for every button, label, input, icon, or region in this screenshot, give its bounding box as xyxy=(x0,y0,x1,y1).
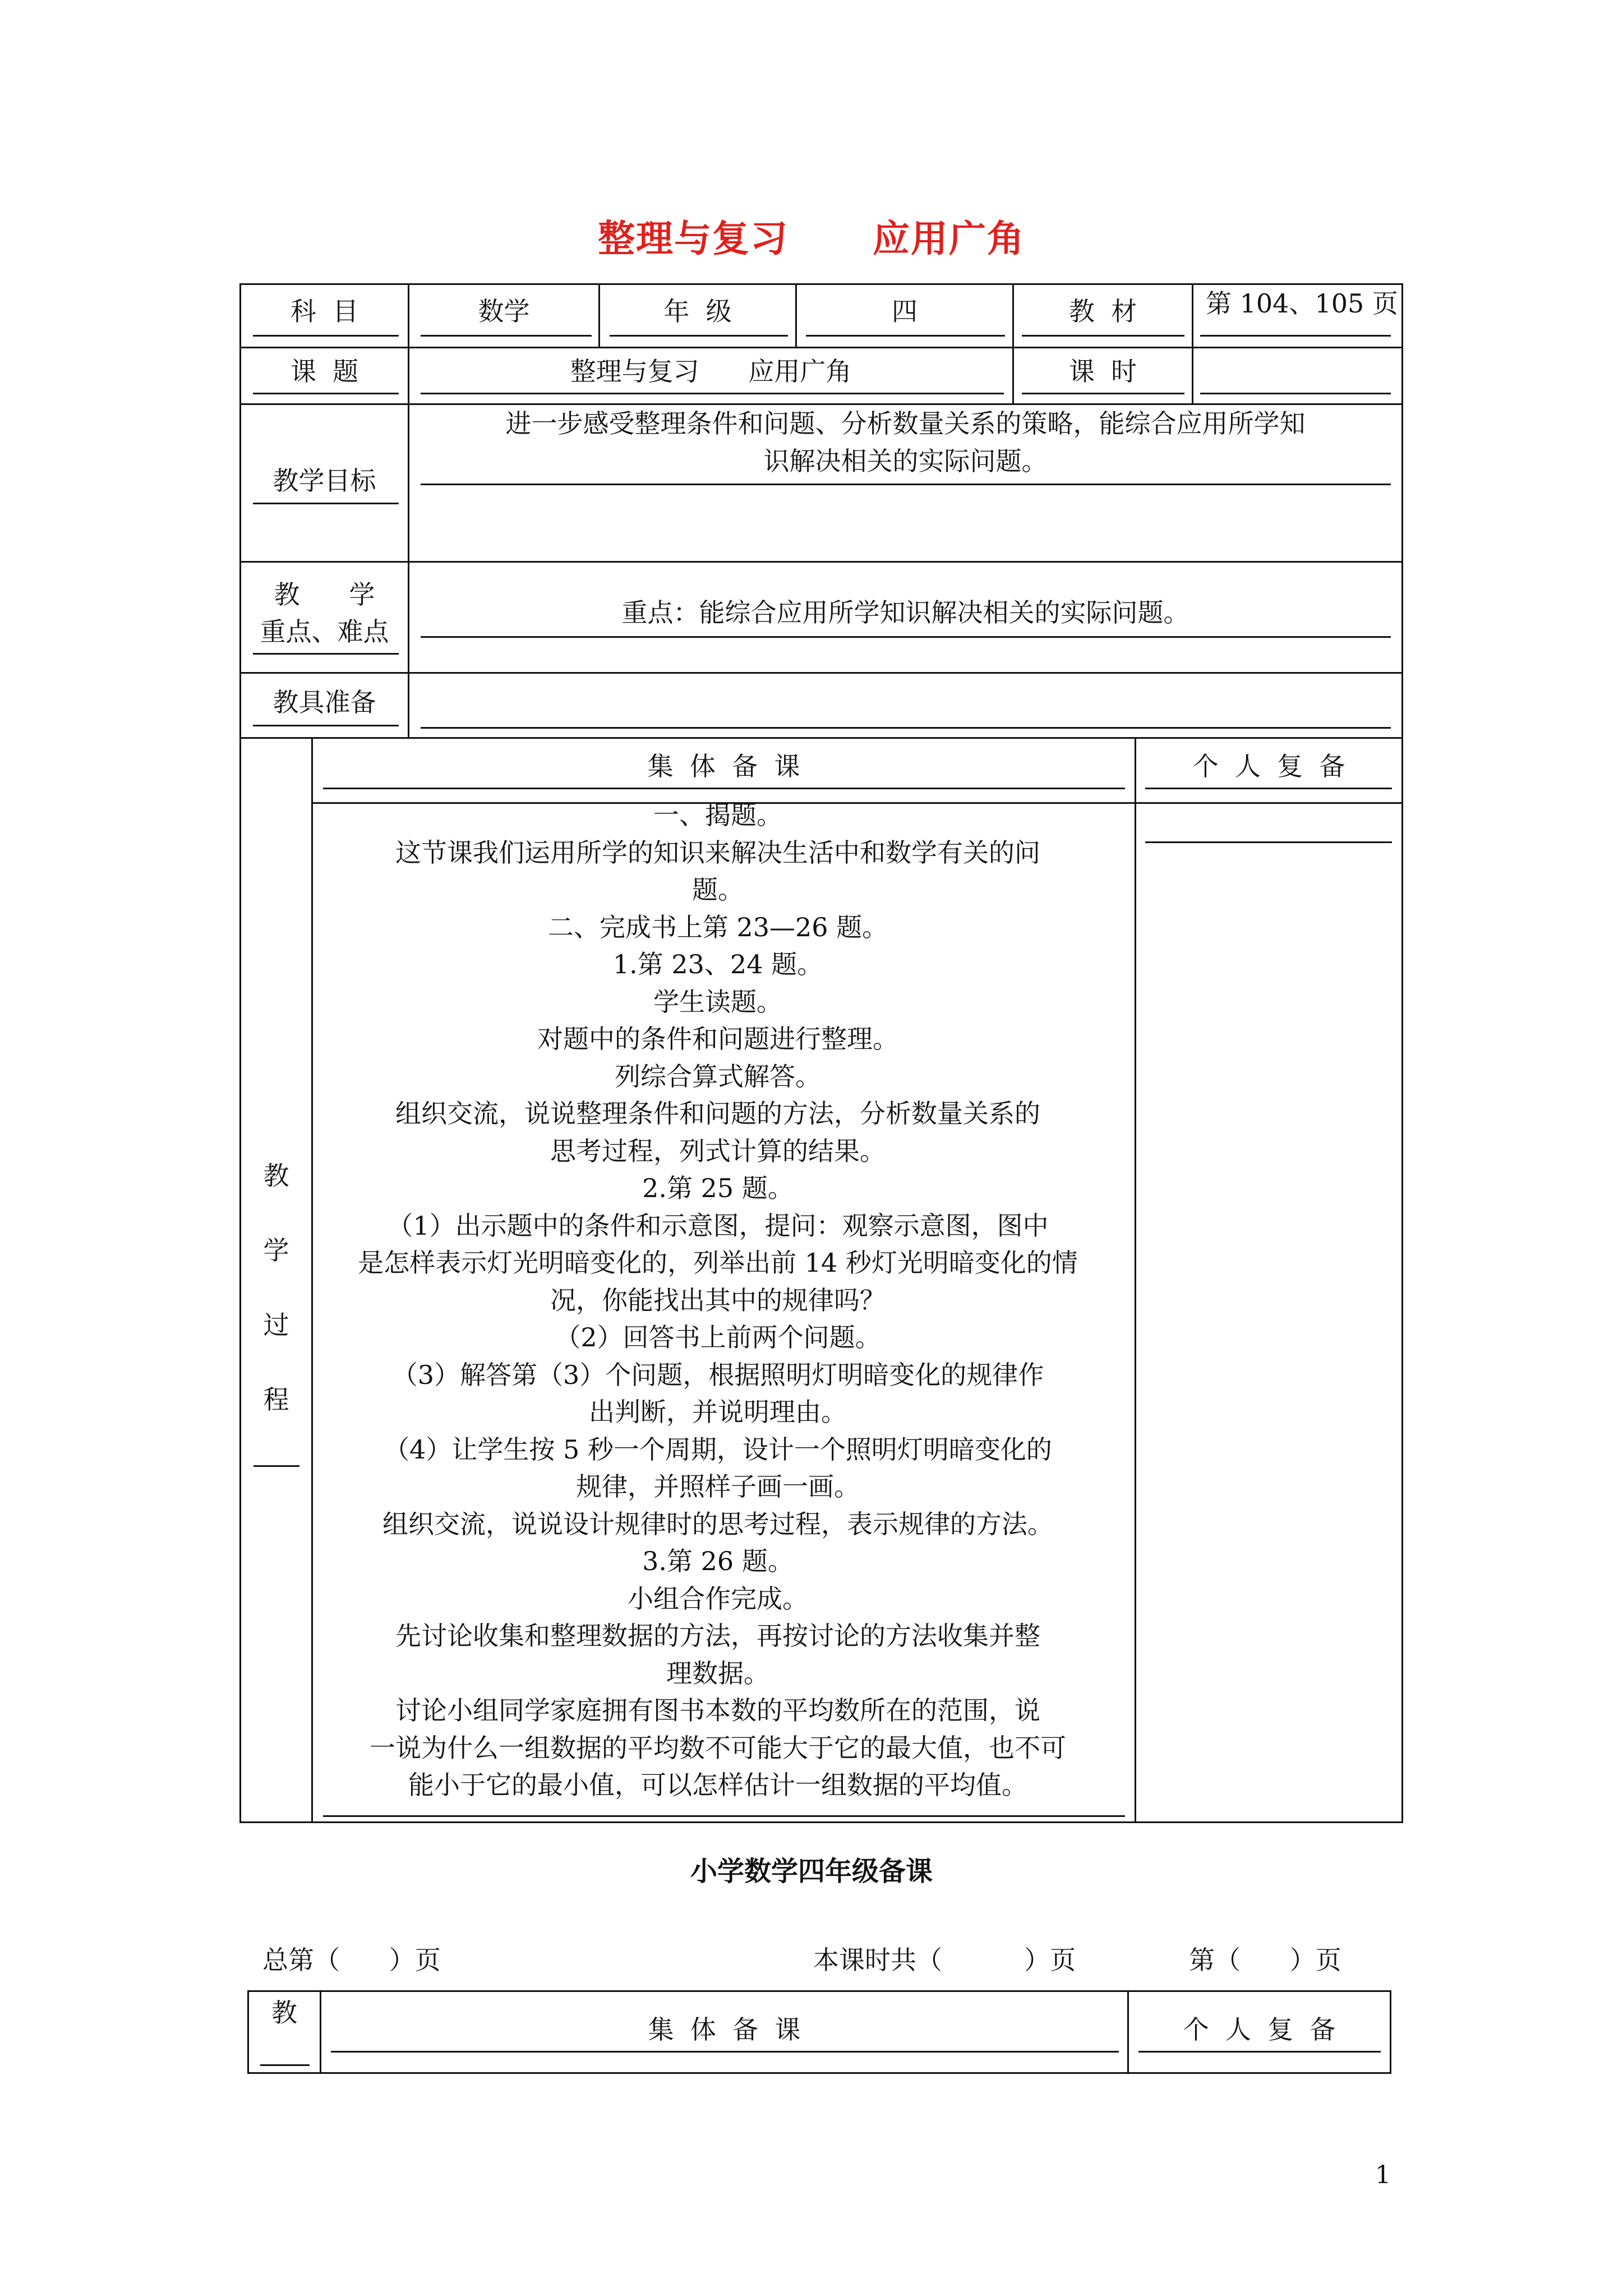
topic-label: 课 题 xyxy=(290,356,359,386)
topic-value: 整理与复习 应用广角 xyxy=(570,356,852,386)
page-of-field: 第（ ）页 xyxy=(1189,1945,1341,1975)
process-line: 小组合作完成。 xyxy=(628,1583,808,1614)
lesson-pages-field: 本课时共（ ）页 xyxy=(813,1945,1076,1975)
process-side-label-1: 教 xyxy=(263,1161,289,1191)
process-line: 组织交流，说说整理条件和问题的方法，分析数量关系的 xyxy=(395,1098,1040,1129)
process-line: （1）出示题中的条件和示意图，提问：观察示意图，图中 xyxy=(387,1210,1049,1241)
tools-label: 教具准备 xyxy=(273,687,376,717)
process-line: 组织交流，说说设计规律时的思考过程，表示规律的方法。 xyxy=(382,1508,1053,1539)
process-line: 题。 xyxy=(692,875,744,905)
process-line: 规律，并照样子画一画。 xyxy=(576,1471,860,1502)
textbook-label: 教 材 xyxy=(1068,296,1137,326)
focus-label-2: 重点、难点 xyxy=(260,616,389,647)
period-label: 课 时 xyxy=(1068,356,1137,386)
footer-subtitle: 小学数学四年级备课 xyxy=(690,1856,933,1887)
process-line: 出判断，并说明理由。 xyxy=(589,1397,847,1427)
footer-group-header: 集 体 备 课 xyxy=(648,2014,801,2045)
total-page-field: 总第（ ）页 xyxy=(262,1945,441,1975)
process-line: （2）回答书上前两个问题。 xyxy=(555,1322,881,1352)
process-line: （3）解答第（3）个问题，根据照明灯明暗变化的规律作 xyxy=(391,1359,1044,1390)
focus-text: 重点：能综合应用所学知识解决相关的实际问题。 xyxy=(621,597,1189,628)
process-content xyxy=(314,797,1122,1804)
subject-value: 数学 xyxy=(478,296,530,326)
grade-value: 四 xyxy=(892,296,917,326)
group-prep-header: 集 体 备 课 xyxy=(647,751,800,781)
page-title: 整理与复习 应用广角 xyxy=(598,217,1025,260)
process-line: 能小于它的最小值，可以怎样估计一组数据的平均值。 xyxy=(408,1770,1027,1800)
process-line: 1.第 23、24 题。 xyxy=(612,949,823,979)
process-side-label-3: 过 xyxy=(263,1310,289,1340)
goals-line-2: 识解决相关的实际问题。 xyxy=(763,446,1048,476)
process-line: 3.第 26 题。 xyxy=(642,1546,794,1576)
process-side-label-4: 程 xyxy=(263,1384,289,1415)
process-line: 讨论小组同学家庭拥有图书本数的平均数所在的范围，说 xyxy=(395,1695,1040,1726)
subject-label: 科 目 xyxy=(290,296,359,326)
process-line: 2.第 25 题。 xyxy=(642,1173,794,1203)
page-number: 1 xyxy=(1375,2161,1391,2189)
footer-side-label: 教 xyxy=(271,1998,297,2028)
process-side-label-2: 学 xyxy=(263,1235,289,1266)
footer-personal-header: 个 人 复 备 xyxy=(1183,2014,1336,2045)
personal-prep-header: 个 人 复 备 xyxy=(1192,751,1345,781)
process-line: 一、揭题。 xyxy=(653,800,782,830)
process-line: 是怎样表示灯光明暗变化的，列举出前 14 秒灯光明暗变化的情 xyxy=(358,1248,1078,1278)
grade-label: 年 级 xyxy=(663,296,732,326)
process-line: 一说为什么一组数据的平均数不可能大于它的最大值，也不可 xyxy=(370,1732,1066,1763)
process-line: 况，你能找出其中的规律吗？ xyxy=(550,1285,886,1315)
goals-label: 教学目标 xyxy=(273,466,376,496)
process-line: 对题中的条件和问题进行整理。 xyxy=(537,1024,898,1054)
textbook-value: 第 104、105 页 xyxy=(1206,288,1398,319)
process-line: （4）让学生按 5 秒一个周期，设计一个照明灯明暗变化的 xyxy=(384,1434,1052,1465)
process-line: 学生读题。 xyxy=(653,986,782,1017)
process-line: 先讨论收集和整理数据的方法，再按讨论的方法收集并整 xyxy=(395,1621,1040,1651)
process-line: 列综合算式解答。 xyxy=(615,1061,821,1092)
process-line: 理数据。 xyxy=(666,1658,769,1688)
focus-label-1: 教 学 xyxy=(274,579,375,610)
goals-line-1: 进一步感受整理条件和问题、分析数量关系的策略，能综合应用所学知 xyxy=(505,408,1306,439)
process-line: 二、完成书上第 23—26 题。 xyxy=(547,912,888,942)
process-line: 思考过程，列式计算的结果。 xyxy=(550,1135,886,1166)
process-line: 这节课我们运用所学的知识来解决生活中和数学有关的问 xyxy=(395,837,1040,868)
